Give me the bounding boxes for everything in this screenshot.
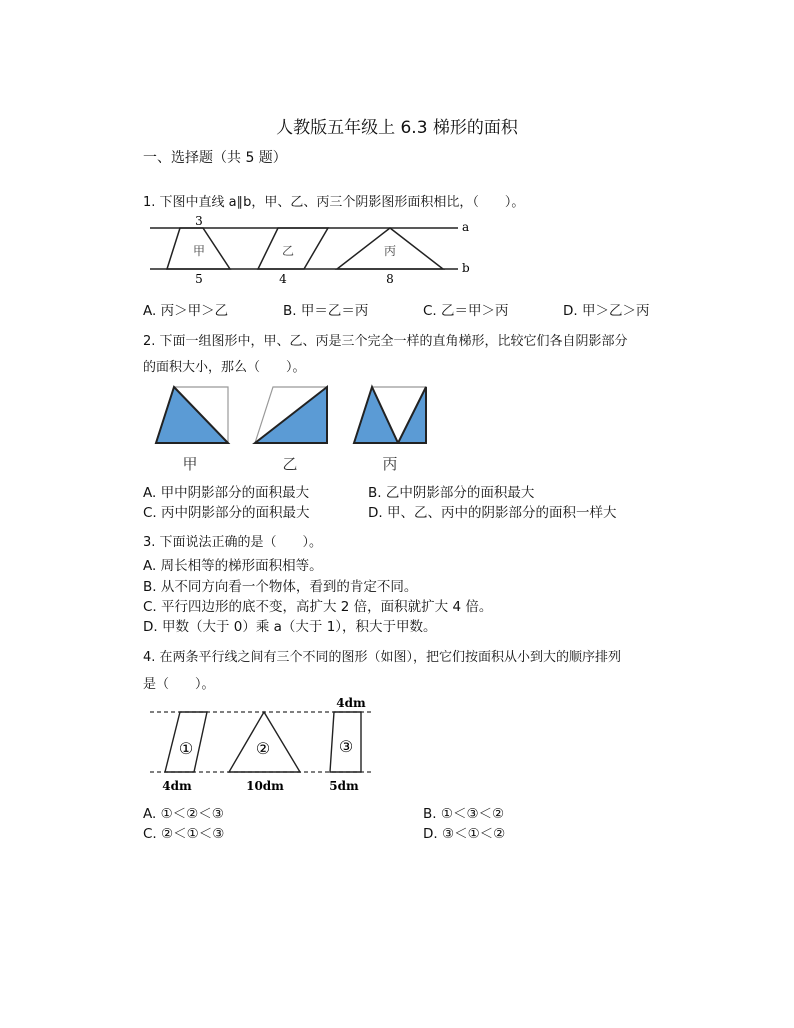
section-heading: 一、选择题（共 5 题） [143,150,287,166]
q4-shape-label-1: ① [178,739,194,758]
q3-option-d[interactable]: D. 甲数（大于 0）乘 a（大于 1），积大于甲数。 [143,619,437,635]
q2-option-b[interactable]: B. 乙中阴影部分的面积最大 [368,485,535,501]
q3-stem: 3. 下面说法正确的是（ ）。 [143,535,323,550]
q4-bottom-label-2: 10dm [246,779,284,793]
q4-shape-label-2: ② [255,739,271,758]
q4-option-d[interactable]: D. ③＜①＜② [423,826,506,842]
page-title: 人教版五年级上 6.3 梯形的面积 [276,118,518,138]
q3-option-b[interactable]: B. 从不同方向看一个物体，看到的肯定不同。 [143,579,418,595]
q4-stem-line1: 4. 在两条平行线之间有三个不同的图形（如图），把它们按面积从小到大的顺序排列 [143,650,622,665]
q2-label-bing: 丙 [382,455,398,473]
q2-stem-line1: 2. 下面一组图形中，甲、乙、丙是三个完全一样的直角梯形，比较它们各自阴影部分 [143,334,628,349]
q1-shape-label-yi: 乙 [281,244,295,258]
q4-bottom-label-3: 5dm [329,779,359,793]
q2-label-jia: 甲 [182,455,198,473]
q3-option-c[interactable]: C. 平行四边形的底不变，高扩大 2 倍，面积就扩大 4 倍。 [143,599,493,615]
q1-figure [140,210,480,290]
q2-option-a[interactable]: A. 甲中阴影部分的面积最大 [143,485,310,501]
q2-option-c[interactable]: C. 丙中阴影部分的面积最大 [143,505,310,521]
q4-option-c[interactable]: C. ②＜①＜③ [143,826,225,842]
q1-line-label-a: a [462,220,470,234]
q1-stem: 1. 下图中直线 a∥b，甲、乙、丙三个阴影图形面积相比，（ ）。 [143,195,525,210]
q4-option-a[interactable]: A. ①＜②＜③ [143,806,224,822]
q1-option-c[interactable]: C. 乙＝甲＞丙 [423,303,509,319]
q2-stem-line2: 的面积大小，那么（ ）。 [143,360,306,375]
q1-option-b[interactable]: B. 甲＝乙＝丙 [283,303,369,319]
q2-label-yi: 乙 [282,455,298,473]
q2-option-d[interactable]: D. 甲、乙、丙中的阴影部分的面积一样大 [368,505,617,521]
q1-option-a[interactable]: A. 丙＞甲＞乙 [143,303,229,319]
q4-shape-label-3: ③ [338,737,354,756]
q4-stem-line2: 是（ ）。 [143,677,215,692]
q1-line-label-b: b [462,261,470,275]
q3-option-a[interactable]: A. 周长相等的梯形面积相等。 [143,558,323,574]
q4-option-b[interactable]: B. ①＜③＜② [423,806,505,822]
q1-option-d[interactable]: D. 甲＞乙＞丙 [563,303,650,319]
q1-bottom-label-3: 8 [386,272,394,286]
q4-bottom-label-1: 4dm [162,779,192,793]
q1-shape-label-jia: 甲 [192,244,206,258]
q1-top-label: 3 [195,214,203,228]
q1-shape-label-bing: 丙 [383,244,397,258]
q1-bottom-label-2: 4 [279,272,287,286]
q1-bottom-label-1: 5 [195,272,203,286]
q4-top-label: 4dm [336,696,366,710]
q4-figure [145,692,380,797]
q2-figure [150,383,440,475]
